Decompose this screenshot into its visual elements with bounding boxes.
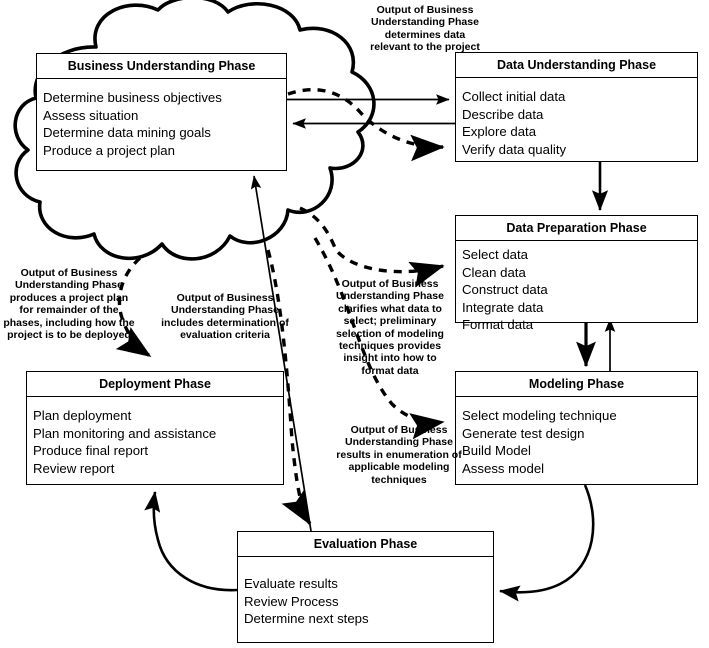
phase-item: Evaluate results xyxy=(244,576,338,591)
phase-item: Format data xyxy=(462,317,534,332)
phase-item-list xyxy=(456,78,697,164)
phase-item: Select modeling technique xyxy=(462,408,617,423)
phase-item: Plan deployment xyxy=(33,408,132,423)
annotation-to-data-understanding: Output of Business Understanding Phase determines data relevant to the project xyxy=(370,4,480,54)
phase-item: Review report xyxy=(33,460,115,476)
phase-item-list xyxy=(456,241,697,340)
phase-item-list xyxy=(27,397,283,483)
phase-item: Produce final report xyxy=(33,443,149,458)
phase-item: Describe data xyxy=(462,106,544,122)
phase-title: Business Understanding Phase xyxy=(37,54,286,79)
phase-title: Evaluation Phase xyxy=(238,532,493,557)
phase-title: Modeling Phase xyxy=(456,372,697,397)
phase-item: Assess situation xyxy=(43,107,139,123)
phase-box-data-preparation[interactable] xyxy=(455,215,698,332)
phase-item: Review Process xyxy=(244,593,339,609)
phase-item: Construct data xyxy=(462,282,548,297)
arrow-modeling-to-evaluation xyxy=(500,485,593,592)
phase-item: Determine next steps xyxy=(244,611,369,626)
phase-item: Clean data xyxy=(462,264,526,280)
phase-box-business-understanding[interactable] xyxy=(36,53,287,171)
phase-item: Plan monitoring and assistance xyxy=(33,425,217,441)
phase-item: Produce a project plan xyxy=(43,142,175,158)
phase-item: Generate test design xyxy=(462,425,585,441)
phase-title: Data Understanding Phase xyxy=(456,53,697,78)
phase-item-list xyxy=(37,79,286,165)
phase-title: Deployment Phase xyxy=(27,372,283,397)
phase-item: Determine business objectives xyxy=(43,90,222,105)
annotation-to-data-preparation: Output of Business Understanding Phase clarifies what data to select; preliminary selection of modeling techniques provides insight into how to format data xyxy=(336,278,444,377)
phase-item: Verify data quality xyxy=(462,141,567,157)
phase-item: Integrate data xyxy=(462,299,544,315)
phase-item: Select data xyxy=(462,247,528,262)
phase-item: Explore data xyxy=(462,124,537,139)
phase-box-deployment[interactable] xyxy=(26,371,284,485)
phase-box-data-understanding[interactable] xyxy=(455,52,698,162)
phase-item-list xyxy=(238,557,493,634)
annotation-to-evaluation: Output of Business Understanding Phase includes determination of evaluation criteria xyxy=(161,292,289,342)
arrow-evaluation-to-deployment xyxy=(154,492,237,590)
phase-box-evaluation[interactable] xyxy=(237,531,494,643)
dashed-arrow-to-data-preparation xyxy=(300,208,443,272)
phase-item: Collect initial data xyxy=(462,89,566,104)
phase-item-list xyxy=(456,397,697,483)
phase-item: Assess model xyxy=(462,460,545,476)
annotation-to-modeling: Output of Business Understanding Phase results in enumeration of applicable modeling techniques xyxy=(336,424,462,486)
phase-item: Determine data mining goals xyxy=(43,125,211,140)
phase-title: Data Preparation Phase xyxy=(456,216,697,241)
phase-box-modeling[interactable] xyxy=(455,371,698,485)
annotation-to-deployment: Output of Business Understanding Phase produces a project plan for remainder of the phases, including how the project is to be deployed xyxy=(3,267,135,342)
phase-item: Build Model xyxy=(462,443,531,458)
